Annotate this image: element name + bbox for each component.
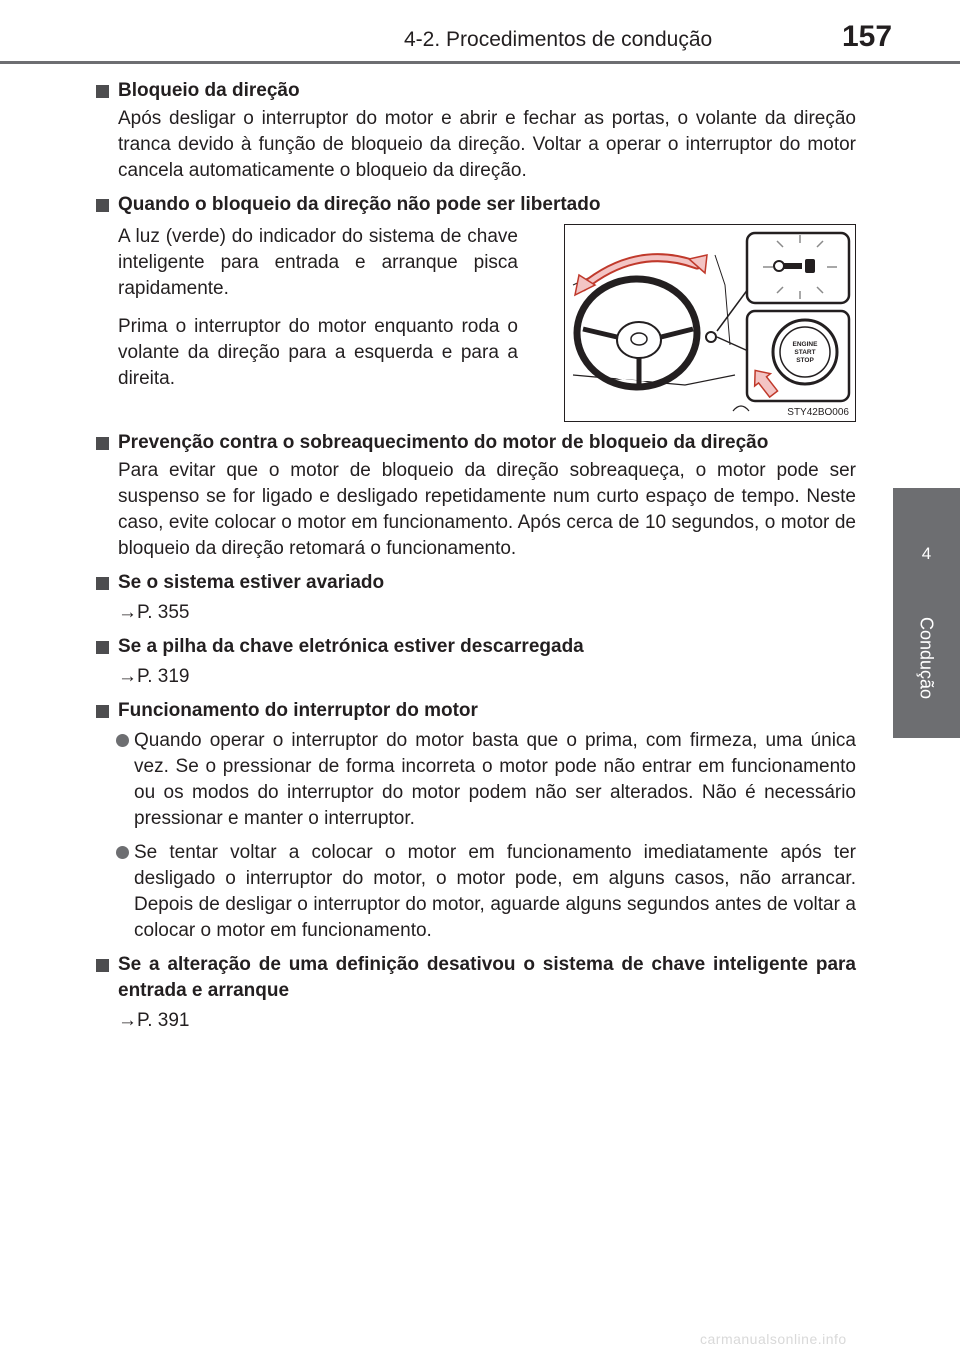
square-bullet-icon [96, 959, 109, 972]
square-bullet-icon [96, 437, 109, 450]
section-title: 4-2. Procedimentos de condução [404, 28, 713, 51]
section-system-fault [96, 570, 856, 626]
chapter-number: 4 [921, 544, 932, 563]
square-bullet-icon [96, 705, 109, 718]
square-bullet-icon [96, 85, 109, 98]
section-text: Após desligar o interruptor do motor e abrir e fechar as portas, o volante da direção tranca devido à função de bloqueio da direção. Voltar a operar o interruptor do motor cancela automaticamente o bloqueio da direção. [118, 108, 856, 181]
steering-figure [564, 224, 856, 422]
section-heading [96, 952, 856, 1004]
text-figure-row [96, 224, 856, 422]
bullet-text: Quando operar o interruptor do motor basta que o prima, com firmeza, uma única vez. Se o pressionar de forma incorreta o motor pode não entrar em funcionamento ou os modos do interruptor do motor podem não ser alterados. Não é necessário pressionar e manter o interruptor. [134, 730, 856, 829]
section-heading [96, 698, 856, 724]
section-heading [96, 570, 856, 596]
circle-bullet-icon [116, 734, 129, 747]
heading-text: Quando o bloqueio da direção não pode ser libertado [118, 194, 601, 215]
section-switch-operation [96, 698, 856, 944]
chapter-tab[interactable] [893, 488, 960, 738]
steering-wheel-illustration [565, 225, 855, 421]
circle-bullet-icon [116, 846, 129, 859]
page-reference-link[interactable]: →P. 391 [118, 1010, 190, 1031]
header-rule [0, 61, 960, 64]
section-heading [96, 430, 856, 456]
section-heading [96, 192, 856, 218]
heading-text: Se a alteração de uma definição desativou o sistema de chave inteligente para entrada e arranque [118, 954, 856, 1001]
square-bullet-icon [96, 577, 109, 590]
heading-text: Bloqueio da direção [118, 80, 300, 101]
page-header [0, 0, 960, 64]
heading-text: Se a pilha da chave eletrónica estiver descarregada [118, 636, 584, 657]
bullet-text: Se tentar voltar a colocar o motor em funcionamento imediatamente após ter desligado o interruptor do motor, o motor pode, em alguns casos, não arrancar. Depois de desligar o interruptor do motor, aguarde alguns segundos antes de voltar a colocar o motor em funcionamento. [134, 842, 856, 941]
paragraph: A luz (verde) do indicador do sistema de chave inteligente para entrada e arranque pisca rapidamente. [118, 226, 518, 299]
bullet-item [96, 728, 856, 832]
chapter-name: Condução [916, 616, 937, 700]
section-lock-not-released [96, 192, 856, 422]
section-heading [96, 78, 856, 104]
button-label-line: ENGINE [792, 341, 818, 348]
watermark: carmanualsonline.info [700, 1331, 847, 1347]
section-heading [96, 634, 856, 660]
square-bullet-icon [96, 641, 109, 654]
page-number: 157 [842, 20, 893, 53]
section-text: Para evitar que o motor de bloqueio da direção sobreaqueça, o motor pode ser suspenso se for ligado e desligado repetidamente num curto espaço de tempo. Neste caso, evite colocar o motor em funcionamento. Após cerca de 10 segundos, o motor de bloqueio da direção retomará o funcionamento. [118, 460, 856, 559]
figure-code: STY42BO006 [787, 407, 849, 418]
heading-text: Se o sistema estiver avariado [118, 572, 385, 593]
instruction-text [96, 224, 518, 422]
section-key-battery [96, 634, 856, 690]
page-reference-link[interactable]: →P. 355 [118, 602, 190, 623]
section-setting-disabled [96, 952, 856, 1034]
square-bullet-icon [96, 199, 109, 212]
page-reference-link[interactable]: →P. 319 [118, 666, 190, 687]
button-label-line: START [794, 349, 816, 356]
paragraph: Prima o interruptor do motor enquanto roda o volante da direção para a esquerda e para a direita. [118, 316, 518, 389]
page-content [96, 78, 856, 1042]
bullet-item [96, 840, 856, 944]
section-steering-lock [96, 78, 856, 184]
section-overheat-prevention [96, 430, 856, 562]
button-label-line: STOP [796, 357, 814, 364]
heading-text: Prevenção contra o sobreaquecimento do motor de bloqueio da direção [118, 432, 769, 453]
heading-text: Funcionamento do interruptor do motor [118, 700, 478, 721]
